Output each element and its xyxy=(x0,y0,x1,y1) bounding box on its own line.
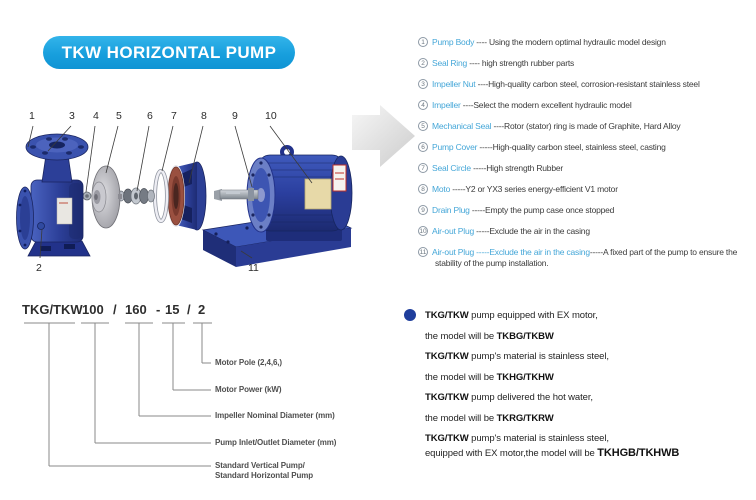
variant-line: TKG/TKW pump's material is stainless steel, xyxy=(425,351,609,362)
list-item: 9 Drain Plug -----Empty the pump case once stopped xyxy=(418,205,756,216)
list-item: 6 Pump Cover -----High-quality carbon steel, stainless steel, casting xyxy=(418,142,756,153)
part-number-1: 1 xyxy=(29,110,35,122)
bullet-icon xyxy=(404,309,416,321)
model-code-separator: / xyxy=(187,302,191,317)
model-code-segment: 160 xyxy=(125,302,147,317)
arrow-right-icon xyxy=(348,96,422,176)
label-motor-power: Motor Power (kW) xyxy=(215,385,282,394)
circled-number: 7 xyxy=(418,163,428,173)
page-title: TKW HORIZONTAL PUMP xyxy=(61,42,277,62)
impeller-nut-shape xyxy=(83,192,91,200)
motor-shape xyxy=(247,147,352,241)
label-impeller-diameter: Impeller Nominal Diameter (mm) xyxy=(215,411,335,420)
part-number-7: 7 xyxy=(171,110,177,122)
circled-number: 10 xyxy=(419,228,427,235)
list-item: 5 Mechanical Seal ----Rotor (stator) ring is made of Graphite, Hard Alloy xyxy=(418,121,756,132)
list-item: 8 Moto -----Y2 or YX3 series energy-efficient V1 motor xyxy=(418,184,756,195)
circled-number: 4 xyxy=(418,100,428,110)
variant-line: the model will be TKRG/TKRW xyxy=(425,412,554,424)
pump-body-shape xyxy=(17,134,91,256)
model-code-separator: - xyxy=(156,302,161,317)
variant-line: equipped with EX motor,the model will be TKHGB/TKHWB xyxy=(425,447,680,459)
model-code-separator: / xyxy=(113,302,117,317)
circled-number: 3 xyxy=(418,79,428,89)
label-pump-type: Standard Vertical Pump/ Standard Horizontal Pump xyxy=(215,461,314,480)
circled-number: 6 xyxy=(418,142,428,152)
model-code-lines xyxy=(0,295,420,495)
list-item: 1 Pump Body ---- Using the modern optimal hydraulic model design xyxy=(418,37,756,48)
circled-number: 11 xyxy=(419,249,427,256)
list-item: 7 Seal Circle -----High strength Rubber xyxy=(418,163,756,174)
list-item: 3 Impeller Nut ----High-quality carbon steel, corrosion-resistant stainless steel xyxy=(418,79,756,90)
part-number-11: 11 xyxy=(248,262,259,274)
list-item: 2 Seal Ring ---- high strength rubber parts xyxy=(418,58,756,69)
mechanical-seal-shape xyxy=(118,188,155,204)
part-number-6: 6 xyxy=(147,110,153,122)
parts-list xyxy=(418,37,756,279)
seal-circle-shape xyxy=(155,171,167,221)
model-code-segment: 2 xyxy=(198,302,206,317)
list-item: 10 Air-out Plug -----Exclude the air in the casing xyxy=(419,226,590,236)
model-code-segment: 15 xyxy=(165,302,180,317)
impeller-shape xyxy=(92,166,122,228)
part-number-8: 8 xyxy=(201,110,207,122)
label-motor-pole: Motor Pole (2,4,6,) xyxy=(215,358,282,367)
model-code-segment: TKG/TKW xyxy=(22,302,83,317)
variants-section xyxy=(425,310,750,469)
list-item: 11 Air-out Plug -----Exclude the air in the casing-----A fixed part of the pump to ensure the stability of the pump installation. xyxy=(419,247,738,268)
variant-line: TKG/TKW pump's material is stainless steel, xyxy=(425,433,609,444)
variant-line: TKG/TKW pump equipped with EX motor, xyxy=(425,310,598,321)
circled-number: 2 xyxy=(418,58,428,68)
pump-cover-shape xyxy=(167,162,206,230)
list-item: 4 Impeller ----Select the modern excellent hydraulic model xyxy=(418,100,756,111)
circled-number: 8 xyxy=(418,184,428,194)
part-number-3: 3 xyxy=(69,110,75,122)
variant-line: the model will be TKHG/TKHW xyxy=(425,371,554,383)
part-number-10: 10 xyxy=(265,110,277,122)
model-code-segment: 100 xyxy=(82,302,104,317)
part-number-5: 5 xyxy=(116,110,122,122)
title-banner xyxy=(43,36,295,69)
circled-number: 9 xyxy=(418,205,428,215)
shaft-shape xyxy=(214,188,258,201)
part-number-2: 2 xyxy=(36,262,42,274)
variant-line: the model will be TKBG/TKBW xyxy=(425,330,554,342)
part-number-9: 9 xyxy=(232,110,238,122)
label-inlet-outlet-diameter: Pump Inlet/Outlet Diameter (mm) xyxy=(215,438,337,447)
variant-line: TKG/TKW pump delivered the hot water, xyxy=(425,392,593,403)
part-number-4: 4 xyxy=(93,110,99,122)
circled-number: 1 xyxy=(418,37,428,47)
circled-number: 5 xyxy=(418,121,428,131)
